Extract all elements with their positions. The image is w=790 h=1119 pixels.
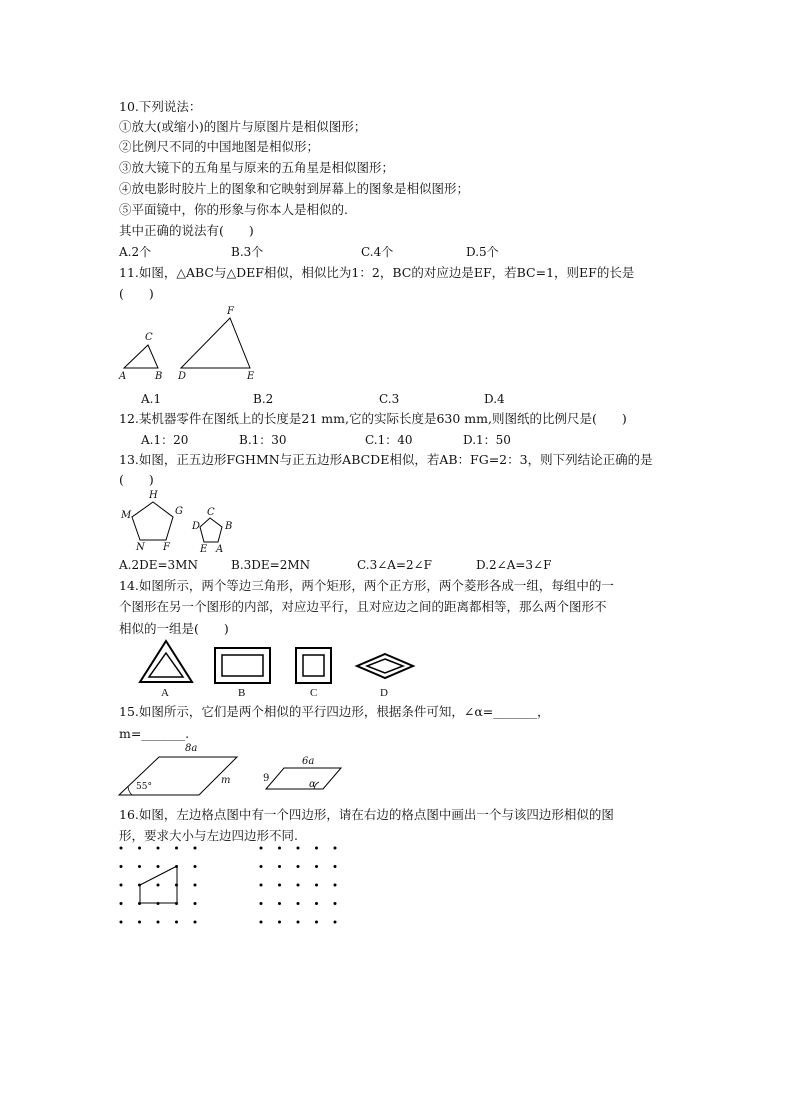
dot-grid-left <box>120 847 197 924</box>
grid-dot <box>278 921 281 924</box>
grid-dot <box>297 902 300 905</box>
caption-d: D <box>380 687 388 699</box>
label-m: m <box>221 775 231 786</box>
grid-dot <box>157 865 160 868</box>
q13-option-c: C.3∠A=2∠F <box>357 558 432 572</box>
grid-dot <box>157 847 160 850</box>
q12-option-d: D.1：50 <box>463 433 511 447</box>
grid-dot <box>315 921 318 924</box>
q10-option-c: C.4个 <box>361 245 394 259</box>
grid-dot <box>120 847 123 850</box>
grid-dot <box>315 902 318 905</box>
grid-dot <box>334 902 337 905</box>
grid-dot <box>278 847 281 850</box>
label-d2: D <box>192 521 201 532</box>
grid-dot <box>175 921 178 924</box>
label-m: M <box>121 510 132 521</box>
grid-dot <box>334 865 337 868</box>
grid-dot <box>334 921 337 924</box>
label-e2: E <box>200 544 208 555</box>
q11-option-d: D.4 <box>484 392 505 406</box>
grid-dot <box>120 902 123 905</box>
grid-dot <box>194 921 197 924</box>
q14-line-1: 14.如图所示，两个等边三角形，两个矩形，两个正方形，两个菱形各成一组，每组中的一 <box>119 578 614 593</box>
q12-option-b: B.1：30 <box>239 433 287 447</box>
q10-item-1: ①放大(或缩小)的图片与原图片是相似图形； <box>119 119 367 134</box>
label-55deg: 55° <box>136 782 152 792</box>
grid-dot <box>194 865 197 868</box>
label-f2: F <box>163 542 170 553</box>
grid-dot <box>297 921 300 924</box>
q10-item-5: ⑤平面镜中，你的形象与你本人是相似的. <box>119 202 348 217</box>
grid-dot <box>194 847 197 850</box>
label-n: N <box>136 542 145 553</box>
label-b: B <box>155 371 163 382</box>
q10-option-d: D.5个 <box>466 245 499 259</box>
q14-line-3: 相似的一组是( ) <box>119 621 229 636</box>
q10-option-b: B.3个 <box>231 245 264 259</box>
q10-item-2: ②比例尺不同的中国地图是相似形； <box>119 139 320 154</box>
q13-option-a: A.2DE=3MN <box>119 558 198 572</box>
grid-dot <box>260 921 263 924</box>
grid-dot <box>120 865 123 868</box>
q15-line-2: m=_______. <box>119 726 190 741</box>
grid-dot <box>260 902 263 905</box>
grid-dot <box>315 847 318 850</box>
grid-dot <box>315 884 318 887</box>
grid-dot <box>157 921 160 924</box>
label-f: F <box>227 306 234 317</box>
grid-dot <box>297 865 300 868</box>
label-b2: B <box>225 521 233 532</box>
label-6a: 6a <box>302 756 315 767</box>
q13-stem: 13.如图，正五边形FGHMN与正五边形ABCDE相似，若AB：FG=2：3，则下列结论正确的是 <box>119 452 653 467</box>
q12-option-a: A.1：20 <box>141 433 189 447</box>
label-h: H <box>149 490 158 501</box>
label-alpha: α <box>309 779 316 790</box>
grid-dot <box>334 884 337 887</box>
label-8a: 8a <box>185 743 198 754</box>
grid-dot <box>120 884 123 887</box>
grid-dot <box>297 884 300 887</box>
grid-dot <box>260 847 263 850</box>
q14-line-2: 个图形在另一个图形的内部，对应边平行，且对应边之间的距离都相等，那么两个图形不 <box>119 599 607 614</box>
q11-option-a: A.1 <box>141 392 162 406</box>
q11-stem-paren: ( ) <box>119 286 154 301</box>
grid-dot <box>260 865 263 868</box>
grid-dot <box>138 921 141 924</box>
q11-stem: 11.如图，△ABC与△DEF相似，相似比为1：2，BC的对应边是EF，若BC=1，则EF的长是 <box>119 265 635 280</box>
q11-option-b: B.2 <box>253 392 274 406</box>
q10-stem: 10.下列说法： <box>119 99 202 114</box>
label-e: E <box>247 371 255 382</box>
grid-dot <box>138 865 141 868</box>
q12-stem: 12.某机器零件在图纸上的长度是21 mm,它的实际长度是630 mm,则图纸的比例尺是( ) <box>119 411 627 426</box>
grid-dot <box>297 847 300 850</box>
q10-item-4: ④放电影时胶片上的图象和它映射到屏幕上的图象是相似图形； <box>119 181 470 196</box>
label-d: D <box>178 371 187 382</box>
label-9: 9 <box>263 773 270 784</box>
dot-grid-right <box>260 847 337 924</box>
caption-b: B <box>238 687 246 699</box>
grid-dot <box>334 847 337 850</box>
caption-c: C <box>310 687 318 699</box>
grid-dot <box>120 921 123 924</box>
q10-ask: 其中正确的说法有( ) <box>119 223 254 238</box>
q15-line-1: 15.如图所示，它们是两个相似的平行四边形，根据条件可知，∠α=_______， <box>119 704 550 719</box>
label-a2: A <box>216 544 224 555</box>
grid-dot <box>138 847 141 850</box>
label-c: C <box>145 332 153 343</box>
grid-dot <box>315 865 318 868</box>
label-g: G <box>175 506 183 517</box>
grid-dot <box>194 884 197 887</box>
grid-dot <box>260 884 263 887</box>
grid-dot <box>278 884 281 887</box>
q12-option-c: C.1：40 <box>365 433 413 447</box>
caption-a: A <box>161 687 169 699</box>
grid-dot <box>157 884 160 887</box>
q13-option-b: B.3DE=2MN <box>231 558 311 572</box>
grid-dot <box>278 865 281 868</box>
grid-dot <box>194 902 197 905</box>
q16-line-2: 形，要求大小与左边四边形不同. <box>119 828 298 843</box>
label-a: A <box>119 371 127 382</box>
q10-item-3: ③放大镜下的五角星与原来的五角星是相似图形； <box>119 160 395 175</box>
label-c2: C <box>207 507 215 518</box>
q16-line-1: 16.如图，左边格点图中有一个四边形，请在右边的格点图中画出一个与该四边形相似的图 <box>119 807 614 822</box>
q13-option-d: D.2∠A=3∠F <box>476 558 552 572</box>
grid-dot <box>175 847 178 850</box>
q13-stem-paren: ( ) <box>119 472 154 487</box>
q10-option-a: A.2个 <box>119 245 152 259</box>
grid-dot <box>278 902 281 905</box>
q11-option-c: C.3 <box>379 392 400 406</box>
